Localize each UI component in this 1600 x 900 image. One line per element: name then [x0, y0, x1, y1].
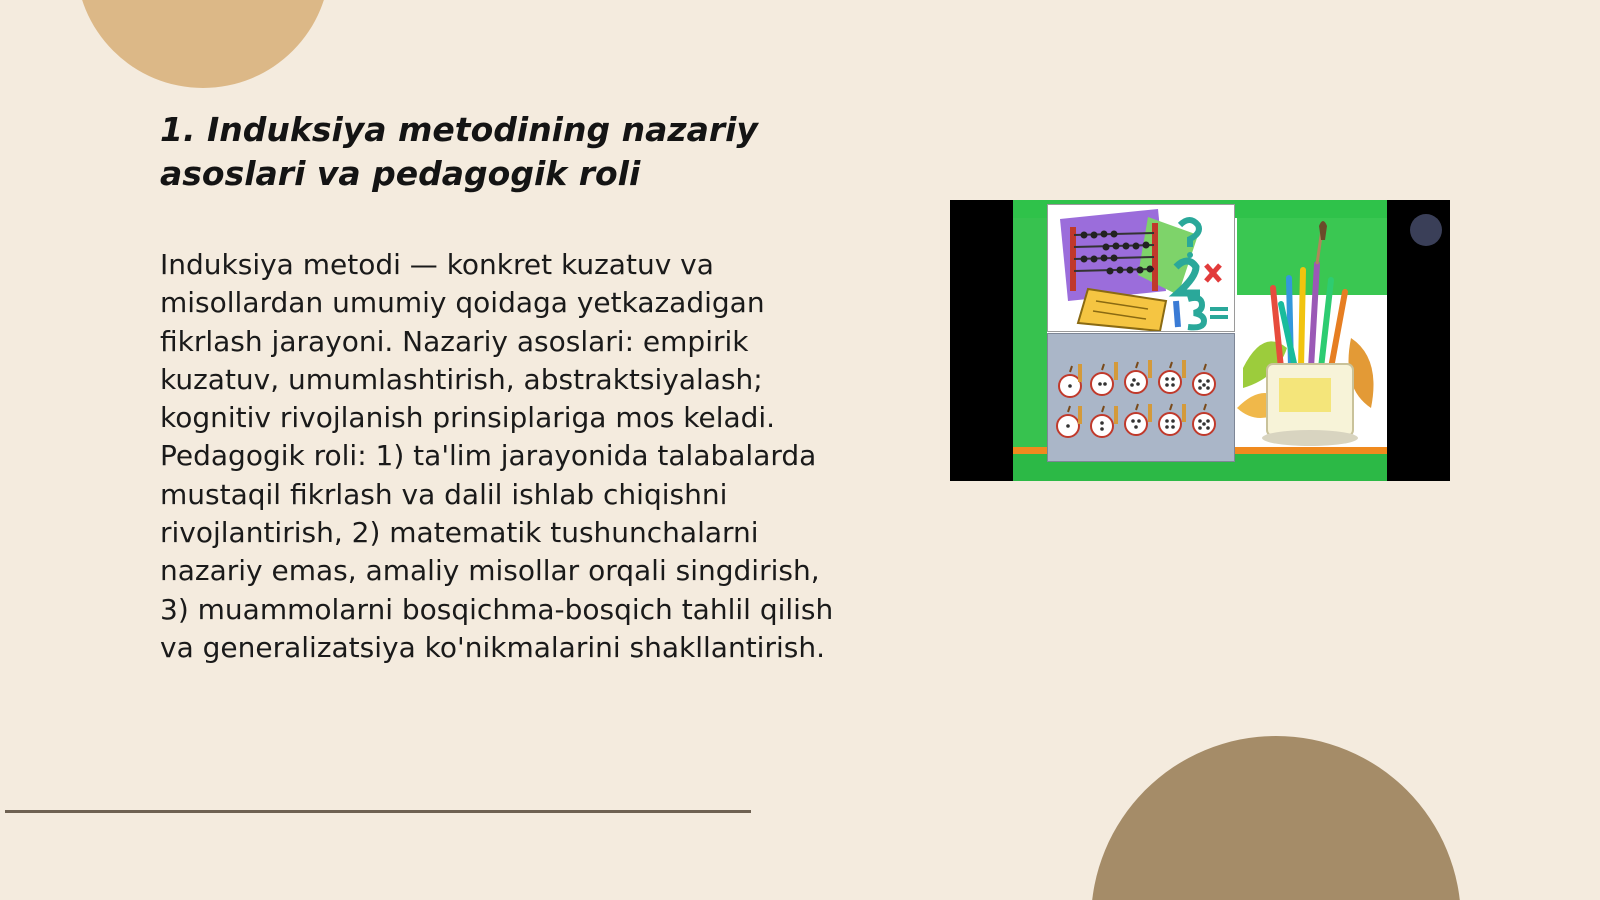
pencil-cup-icon — [1233, 218, 1387, 454]
slide-body-text: Induksiya metodi — konkret kuzatuv va misollardan umumiy qoidaga yetkazadigan fikrlash jarayoni. Nazariy asoslari: empirik kuzatuv, umumlashtirish, abstraktsiyalash; kognitiv rivojlanish prinsiplariga mos keladi. Pedagogik roli: 1) ta'lim jarayonida talabalarda mustaqil fikrlash va dalil ishlab chiqishni rivojlantirish, 2) matematik tushunchalarni nazariy emas, amaliy misollar orqali singdirish, 3) muammolarni bosqichma-bosqich tahlil qilish va generalizatsiya ko'nikmalarini shakllantirish. — [160, 248, 834, 664]
decorative-circle-bottom — [1091, 736, 1461, 900]
math-picture — [1047, 204, 1235, 332]
media-image — [950, 200, 1450, 481]
media-content-panel — [1013, 200, 1387, 481]
divider-line — [5, 810, 751, 813]
abacus-icon — [1048, 205, 1234, 331]
camera-icon — [1410, 214, 1442, 246]
apple-cards-icon — [1048, 334, 1234, 461]
green-border-left — [1013, 200, 1047, 481]
slide-title: 1. Induksiya metodining nazariy asoslari va pedagogik roli — [160, 110, 758, 193]
decorative-circle-top — [76, 0, 330, 88]
apple-cards-picture — [1047, 333, 1235, 462]
